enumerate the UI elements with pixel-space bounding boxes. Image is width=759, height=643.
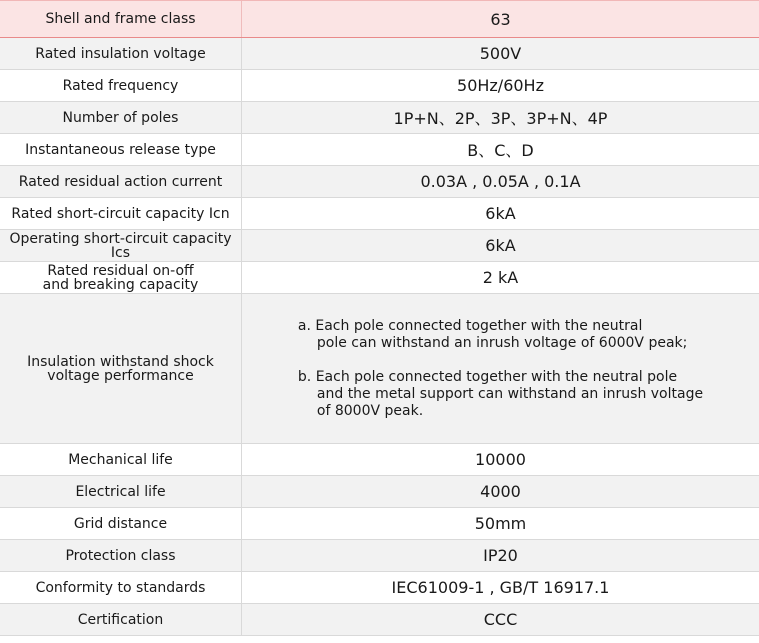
table-row <box>0 604 759 636</box>
row-label-line: Certification <box>77 611 164 628</box>
row-value-text: 63 <box>490 9 511 29</box>
value-paragraph-line: and the metal support can withstand an inrush voltage <box>316 385 704 402</box>
table-row <box>0 134 759 166</box>
row-label-line: Electrical life <box>75 483 166 500</box>
row-value-text: 1P+N、2P、3P、3P+N、4P <box>393 109 608 128</box>
row-label <box>0 198 242 229</box>
table-row <box>0 102 759 134</box>
value-paragraph-line: a. Each pole connected together with the neutral <box>297 317 643 334</box>
table-row <box>0 444 759 476</box>
row-value <box>242 444 759 475</box>
row-label-line: Mechanical life <box>68 451 173 468</box>
row-label-line: Protection class <box>65 547 176 564</box>
row-value <box>242 134 759 165</box>
row-value <box>242 294 759 443</box>
table-row <box>0 294 759 444</box>
row-value-text: 2 kA <box>482 268 519 287</box>
row-value-text: 0.03A , 0.05A , 0.1A <box>420 172 581 191</box>
row-label <box>0 166 242 197</box>
row-label-line: Rated residual on-off <box>47 262 194 279</box>
row-label-line: Instantaneous release type <box>25 141 216 158</box>
row-label <box>0 230 242 261</box>
row-label <box>0 540 242 571</box>
row-label-line: Grid distance <box>73 515 168 532</box>
table-row <box>0 198 759 230</box>
row-value <box>242 166 759 197</box>
row-label-line: Rated insulation voltage <box>35 45 206 62</box>
row-value-text: 50mm <box>474 514 527 533</box>
row-label-line: Number of poles <box>62 109 179 126</box>
table-row <box>0 540 759 572</box>
row-value-text: CCC <box>483 610 518 629</box>
table-row <box>0 38 759 70</box>
row-label-line: Ics <box>110 244 131 261</box>
row-value-text: 4000 <box>480 482 521 501</box>
row-value-text: 50Hz/60Hz <box>457 76 544 95</box>
row-value-text: 6kA <box>485 204 516 223</box>
row-label <box>0 134 242 165</box>
value-paragraph-line: of 8000V peak. <box>316 402 424 419</box>
row-label <box>0 70 242 101</box>
row-label <box>0 262 242 293</box>
value-paragraph-line: b. Each pole connected together with the neutral pole <box>297 368 678 385</box>
table-row <box>0 70 759 102</box>
row-label <box>0 476 242 507</box>
table-row <box>0 476 759 508</box>
row-value <box>242 102 759 133</box>
value-paragraph-line: pole can withstand an inrush voltage of 6000V peak; <box>316 334 688 351</box>
row-value <box>242 38 759 69</box>
row-label <box>0 508 242 539</box>
row-value <box>242 198 759 229</box>
row-label <box>0 604 242 635</box>
row-value <box>242 262 759 293</box>
table-row <box>0 508 759 540</box>
row-label-line: voltage performance <box>47 367 194 384</box>
row-value <box>242 70 759 101</box>
table-row <box>0 166 759 198</box>
row-value-text: 6kA <box>485 236 516 255</box>
value-paragraph <box>298 318 687 352</box>
row-value-text: 10000 <box>475 450 526 469</box>
row-label-line: and breaking capacity <box>42 276 199 293</box>
row-label <box>0 38 242 69</box>
row-value <box>242 508 759 539</box>
row-label-line: Rated short-circuit capacity Icn <box>11 205 230 222</box>
row-value <box>242 540 759 571</box>
row-value <box>242 572 759 603</box>
row-value <box>242 604 759 635</box>
row-value <box>242 476 759 507</box>
row-label-line: Shell and frame class <box>45 11 196 27</box>
table-row <box>0 230 759 262</box>
value-paragraph <box>298 369 703 420</box>
row-label <box>0 444 242 475</box>
row-label <box>0 294 242 443</box>
row-value <box>242 1 759 37</box>
row-value-text: B、C、D <box>467 141 534 160</box>
row-label-line: Insulation withstand shock <box>27 353 214 370</box>
row-value-text: 500V <box>479 44 522 63</box>
table-row <box>0 572 759 604</box>
row-label <box>0 1 242 37</box>
row-value-text: IP20 <box>483 546 518 565</box>
row-value <box>242 230 759 261</box>
row-label-line: Rated residual action current <box>18 173 223 190</box>
row-label-line: Operating short-circuit capacity <box>9 230 232 247</box>
row-label-line: Rated frequency <box>62 77 179 94</box>
table-row <box>0 262 759 294</box>
row-label <box>0 102 242 133</box>
row-label <box>0 572 242 603</box>
row-value-text: IEC61009-1 , GB/T 16917.1 <box>391 578 610 597</box>
table-header-row <box>0 0 759 38</box>
row-label-line: Conformity to standards <box>35 579 206 596</box>
